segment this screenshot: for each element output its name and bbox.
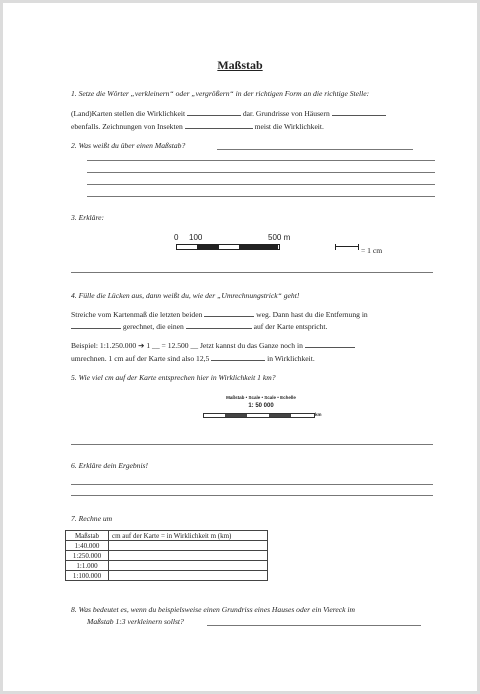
answer-blank[interactable]	[332, 108, 386, 116]
q1-line1-part-b: dar. Grundrisse von Häusern	[240, 109, 332, 118]
worksheet-page	[3, 3, 477, 691]
answer-blank[interactable]	[204, 309, 254, 317]
scale-title: Maßstab • Scale • Scale • Echelle	[226, 395, 296, 400]
answer-line[interactable]	[71, 272, 433, 273]
scale-tick-100: 100	[189, 233, 203, 242]
printed-scale-bar	[199, 395, 323, 423]
question-8-label-line-1: 8. Was bedeutet es, wenn du beispielsweise einen Grundriss eines Hauses oder ein Viereck im	[71, 605, 356, 614]
table-cell-scale: 1:40.000	[66, 541, 109, 551]
answer-blank[interactable]	[186, 321, 252, 329]
question-3-label: 3. Erkläre:	[71, 213, 105, 222]
table-header-cell: Maßstab	[66, 531, 109, 541]
answer-line[interactable]	[87, 184, 435, 185]
q4-line1-part-b: weg. Dann hast du die Entfernung in	[254, 310, 368, 319]
question-7-label: 7. Rechne um	[71, 514, 113, 523]
answer-line[interactable]	[87, 160, 435, 161]
q4-line1-part-a: Streiche vom Kartenmaß die letzten beiden	[71, 310, 205, 319]
table-cell-answer[interactable]	[109, 571, 268, 581]
q1-line1-part-a: (Land)Karten stellen die Wirklichkeit	[71, 109, 187, 118]
answer-blank[interactable]	[71, 321, 121, 329]
table-cell-scale: 1:100.000	[66, 571, 109, 581]
answer-line[interactable]	[217, 149, 413, 150]
q1-line2-part-b: meist die Wirklichkeit.	[252, 122, 324, 131]
q4-line3-part-a: Beispiel: 1:1.250.000 ➔ 1 __ = 12.500 __ Jetzt kannst du das Ganze noch in	[71, 341, 305, 350]
scale-unit: km	[315, 412, 322, 417]
question-4-label: 4. Fülle die Lücken aus, dann weißt du, wie der „Umrechnungstrick“ geht!	[71, 291, 300, 300]
answer-line[interactable]	[71, 495, 433, 496]
table-cell-scale: 1:250.000	[66, 551, 109, 561]
printed-scale-line	[203, 413, 315, 418]
answer-line[interactable]	[71, 444, 433, 445]
question-1-text-line-2	[71, 121, 324, 131]
q4-line2-part-a: gerechnet, die einen	[121, 322, 186, 331]
scale-tick-0: 0	[174, 233, 179, 242]
conversion-table	[65, 530, 268, 581]
q4-line2-part-b: auf der Karte entspricht.	[251, 322, 328, 331]
question-5-label: 5. Wie viel cm auf der Karte entsprechen hier in Wirklichkeit 1 km?	[71, 373, 276, 382]
question-4-text-line-4	[71, 353, 315, 363]
scale-bar-segment	[239, 245, 278, 249]
q4-line4-part-a: umrechnen. 1 cm auf der Karte sind also 12,5	[71, 354, 212, 363]
question-4-text-line-2	[71, 321, 327, 331]
scale-tick-500: 500 m	[268, 233, 291, 242]
table-cell-answer[interactable]	[109, 551, 268, 561]
answer-blank[interactable]	[211, 353, 265, 361]
table-header-cell: cm auf der Karte = in Wirklichkeit m (km)	[109, 531, 268, 541]
answer-blank[interactable]	[305, 340, 355, 348]
answer-line[interactable]	[207, 625, 421, 626]
q1-line2-part-a: ebenfalls. Zeichnungen von Insekten	[71, 122, 185, 131]
answer-blank[interactable]	[185, 121, 253, 129]
scale-ratio: 1: 50 000	[248, 403, 274, 409]
question-4-text-line-1	[71, 309, 368, 319]
table-cell-scale: 1:1.000	[66, 561, 109, 571]
scale-bar	[173, 233, 313, 257]
answer-line[interactable]	[87, 196, 435, 197]
table-cell-answer[interactable]	[109, 561, 268, 571]
table-cell-answer[interactable]	[109, 541, 268, 551]
one-cm-label: = 1 cm	[361, 246, 383, 255]
answer-line[interactable]	[71, 484, 433, 485]
table-row	[66, 571, 268, 581]
question-6-label: 6. Erkläre dein Ergebnis!	[71, 461, 149, 470]
table-row	[66, 561, 268, 571]
answer-line[interactable]	[87, 172, 435, 173]
question-8-label-line-2: Maßstab 1:3 verkleinern sollst?	[87, 617, 184, 626]
question-1-label: 1. Setze die Wörter „verkleinern“ oder „vergrößern“ in der richtigen Form an die richtige Stelle:	[71, 89, 370, 98]
table-row	[66, 541, 268, 551]
answer-blank[interactable]	[187, 108, 241, 116]
table-header-row	[66, 531, 268, 541]
page-title: Maßstab	[217, 58, 263, 72]
question-4-text-line-3	[71, 340, 355, 350]
table-row	[66, 551, 268, 561]
question-2-label: 2. Was weißt du über einen Maßstab?	[71, 141, 186, 150]
q4-line4-part-b: in Wirklichkeit.	[265, 354, 315, 363]
one-cm-marker	[335, 244, 359, 250]
scale-bar-segment	[197, 245, 219, 249]
question-1-text-line-1	[71, 108, 386, 118]
